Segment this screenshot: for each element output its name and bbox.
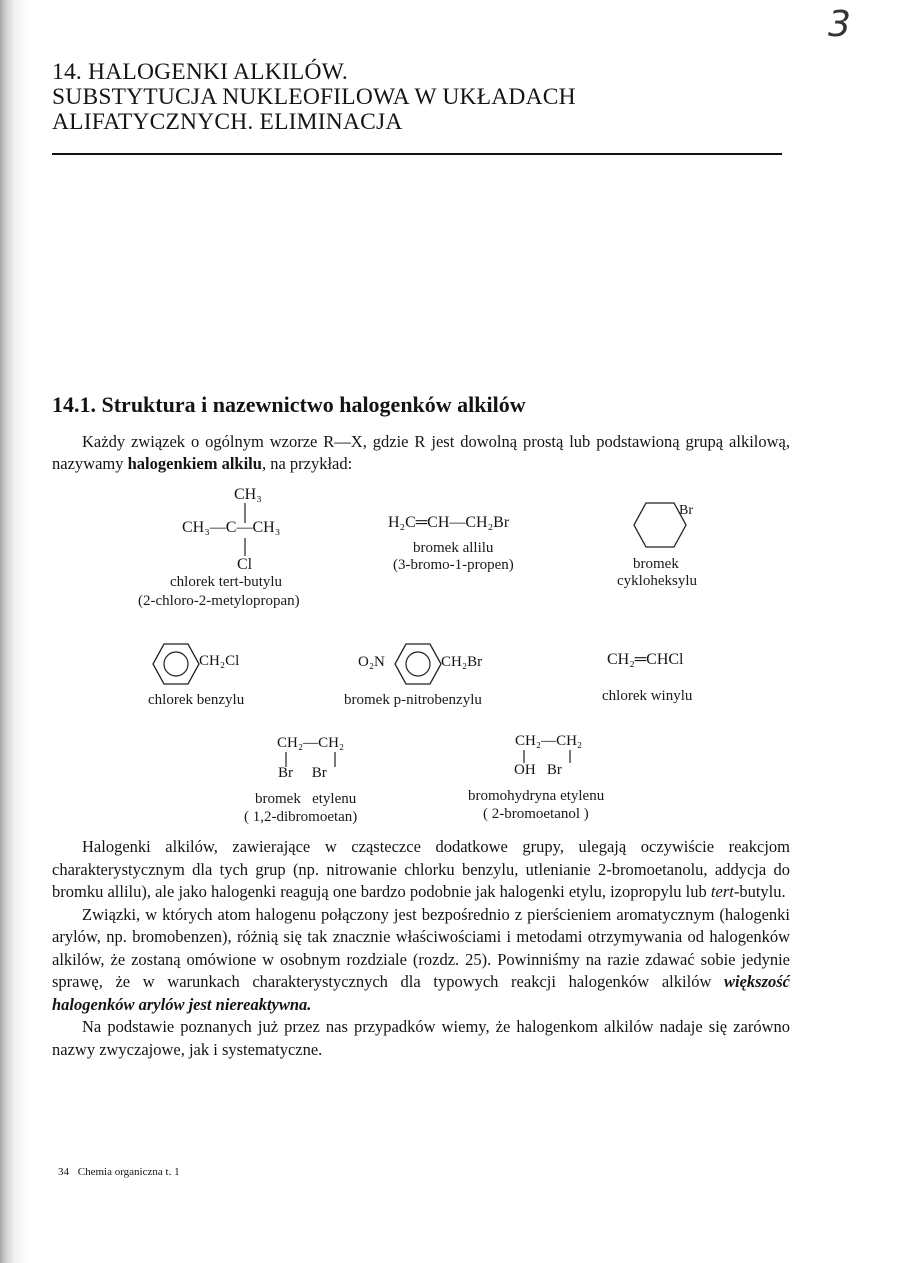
benzyl-name: chlorek benzylu — [148, 692, 245, 708]
scan-edge-shadow — [0, 0, 40, 1263]
tert-butyl-bond-bottom — [244, 538, 246, 556]
paragraph-3: Na podstawie poznanych już przez nas przypadków wiemy, że halogenkom alkilów nadaje się zarówno nazwy zwyczajowe, jak i systematyczne. — [52, 1017, 790, 1059]
tert-butyl-name: chlorek tert-butylu — [170, 574, 283, 590]
bromohydrin-iupac: ( 2-bromoetanol ) — [483, 806, 589, 822]
chapter-rule — [52, 153, 782, 155]
nitrobenzyl-substituent: CH₂Br — [441, 654, 483, 670]
nitrobenzyl-name: bromek p-nitrobenzylu — [344, 692, 482, 708]
paragraph-1-text: Halogenki alkilów, zawierające w cząsteczce dodatkowe grupy, ulegają oczywiście reakcjom charakterystycznym dla tych grup (np. nitrowanie chlorku benzylu, utlenianie 2-bromoetanolu, addycja do bromku allilu), ale jako halogenki reagują one bardzo podobnie jak halogenki etylu, izopropylu lub — [52, 837, 790, 901]
section-title: 14.1. Struktura i nazewnictwo halogenków alkilów — [52, 392, 526, 417]
paragraph-2 — [52, 904, 790, 1017]
chapter-title-line-1: 14. HALOGENKI ALKILÓW. — [52, 59, 348, 85]
intro-term: halogenkiem alkilu — [127, 454, 262, 473]
allyl-iupac: (3-bromo-1-propen) — [393, 557, 514, 573]
paragraph-2-emphasis: większość halogenków arylów jest niereaktywna. — [52, 972, 790, 1014]
footer-book-title: Chemia organiczna t. 1 — [77, 1166, 180, 1178]
dibromoethane-substituents: Br Br — [278, 765, 327, 781]
benzene-ring-nitrobenzyl — [394, 642, 442, 686]
paragraph-1-italic: tert — [710, 882, 734, 901]
cyclohexyl-name-1: bromek — [633, 556, 679, 572]
allyl-formula: H₂C═CH—CH₂Br — [388, 514, 510, 531]
vinyl-formula: CH₂═CHCl — [607, 651, 684, 668]
dibromoethane-name: bromek etylenu — [255, 791, 357, 807]
intro-text-2: , na przykład: — [261, 454, 353, 473]
footer-page-number: 34 — [58, 1166, 69, 1178]
allyl-name: bromek allilu — [413, 540, 494, 556]
cyclohexyl-name-2: cykloheksylu — [617, 573, 697, 589]
page-footer — [58, 1166, 186, 1178]
tert-butyl-main-chain: CH₃—C—CH₃ — [182, 519, 281, 536]
dibromoethane-iupac: ( 1,2-dibromoetan) — [244, 809, 358, 825]
bromohydrin-substituents: OH Br — [514, 762, 562, 778]
vinyl-name: chlorek winylu — [602, 688, 693, 704]
handwritten-page-mark: 3 — [828, 4, 851, 45]
bromohydrin-chain: CH₂—CH₂ — [515, 733, 583, 749]
paragraph-1 — [52, 836, 790, 904]
bromohydrin-name: bromohydryna etylenu — [468, 788, 605, 804]
chapter-title — [52, 60, 812, 135]
cyclohexyl-br: Br — [679, 503, 693, 518]
benzyl-substituent: CH₂Cl — [199, 653, 240, 669]
tert-butyl-ch3-top: CH₃ — [234, 486, 262, 503]
chapter-title-line-2: SUBSTYTUCJA NUKLEOFILOWA W UKŁADACH — [52, 84, 576, 110]
tert-butyl-iupac: (2-chloro-2-metylopropan) — [138, 593, 300, 609]
intro-paragraph — [52, 431, 790, 475]
dibromoethane-chain: CH₂—CH₂ — [277, 735, 345, 751]
tert-butyl-cl: Cl — [237, 556, 253, 573]
nitro-group: O₂N — [358, 654, 385, 670]
chapter-title-line-3: ALIFATYCZNYCH. ELIMINACJA — [52, 109, 403, 135]
intro-text-1: Każdy związek o ogólnym wzorze R—X, gdzie R jest dowolną prostą lub podstawioną grupą alkilową, nazywamy — [52, 432, 790, 473]
paragraph-1-end: -butylu. — [733, 882, 786, 901]
paragraph-2-text: Związki, w których atom halogenu połączony jest bezpośrednio z pierścieniem aromatycznym (halogenki arylów, np. bromobenzen), różnią się tak znacznie właściwościami i metodami otrzymywania od halogenków alkilów, że zostaną omówione w osobnym rozdziale (rozdz. 25). Powinniśmy na razie zdawać sobie jedynie sprawę, że w warunkach charakterystycznych dla typowych reakcji halogenków alkilów — [52, 904, 790, 991]
body-text — [52, 836, 790, 1061]
benzene-ring-benzyl — [152, 642, 200, 686]
